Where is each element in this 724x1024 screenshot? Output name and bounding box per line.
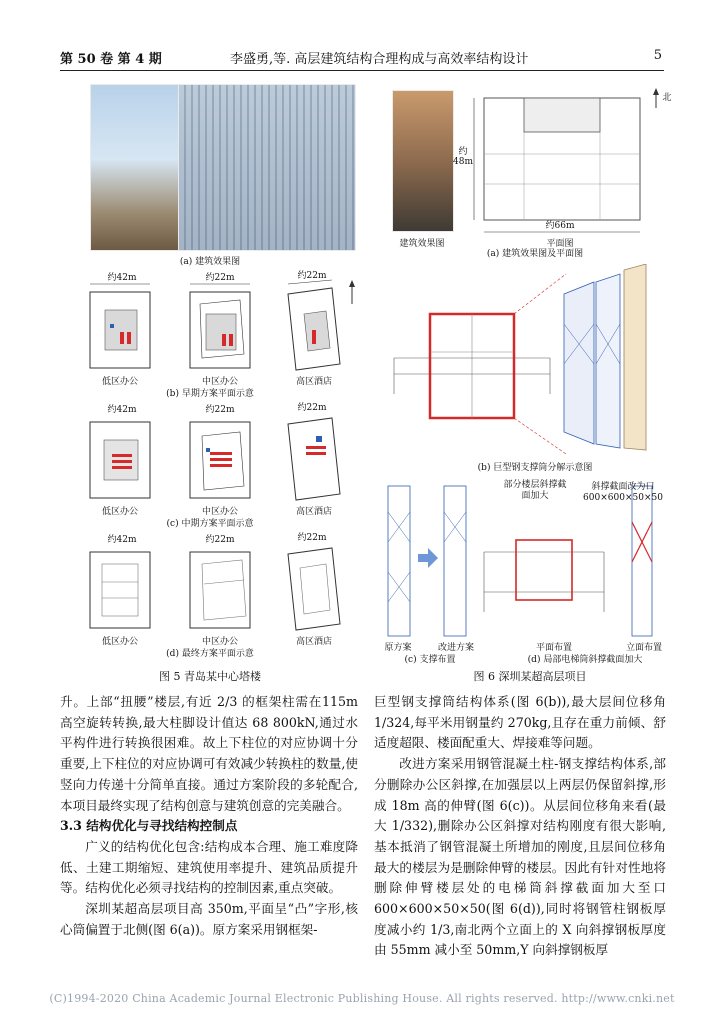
label-plan-layout: 平面布置 <box>535 643 572 653</box>
figure-6c-caption: (c) 支撑布置 <box>404 655 456 665</box>
figure-5a-photo-facade <box>178 84 356 251</box>
figure-5b-caption: (b) 早期方案平面示意 <box>166 389 254 399</box>
figure-5d-caption: (d) 最终方案平面示意 <box>166 649 254 659</box>
plan-high-c <box>288 418 340 500</box>
plan-high-d <box>288 548 340 630</box>
plan-mid-office-d <box>190 552 250 628</box>
label-low-office-c: 低区办公 <box>101 507 138 517</box>
figure-5a-caption: (a) 建筑效果图 <box>179 257 241 267</box>
plan-mid-office-b <box>190 284 250 368</box>
running-title: 李盛勇,等. 高层建筑结构合理构成与高效率结构设计 <box>230 52 529 67</box>
label-elevation-layout: 立面布置 <box>625 643 662 653</box>
dim-42-c: 约42m <box>107 405 137 415</box>
label-low-office-b: 低区办公 <box>101 377 138 387</box>
plan-low-office-c <box>90 422 150 498</box>
figure-6a-dim-66: 约66m <box>545 221 575 231</box>
figure-6a-effect-label: 建筑效果图 <box>399 239 445 249</box>
figure-6-caption: 图 6 深圳某超高层项目 <box>473 670 587 683</box>
figure-5d-plans <box>60 534 360 644</box>
left-paragraph-2: 广义的结构优化包含:结构成本合理、施工难度降低、土建工期缩短、建筑使用率提升、建筑品质提升等。结构优化必须寻找结构的控制因素,重点突破。 <box>60 838 358 896</box>
label-high-club-b: 高区酒店 <box>295 377 332 387</box>
right-paragraph-2: 改进方案采用钢管混凝土柱-钢支撑结构体系,部分删除办公区斜撑,在加强层以上两层仍保留斜撑,形成 18m 高的伸臂(图 6(c))。从层间位移角来看(最大 1/332),删除办公区斜撑对结构刚度有很大影响,基本抵消了钢管混凝土所增加的刚度,且层间位移角最大的楼层为是删除伸臂的楼层。因此有针对性地将删除伸臂楼层处的电梯筒斜撑截面加大至口 600×600×50×50(图 6(d)),同时将钢管柱钢板厚度减小约 1/3,南北两个立面上的 X 向斜撑钢板厚度由 55mm 减小至 50mm,Y 向斜撑钢板厚 <box>374 756 666 958</box>
dim-22-d-mid: 约22m <box>205 535 235 545</box>
figure-6a-plan-label: 平面图 <box>546 239 574 249</box>
label-low-office-d: 低区办公 <box>101 637 138 647</box>
page-header <box>60 46 664 71</box>
label-mid-office-d: 中区办公 <box>201 637 238 647</box>
label-high-club-d: 高区酒店 <box>295 637 332 647</box>
figure-6 <box>380 84 670 674</box>
left-paragraph-3: 深圳某超高层项目高 350m,平面呈“凸”字形,核心筒偏置于北侧(图 6(a))。原方案采用钢框架- <box>60 901 358 937</box>
figure-6a-caption: (a) 建筑效果图及平面图 <box>486 249 584 259</box>
figure-6b-caption: (b) 巨型钢支撑筒分解示意图 <box>477 463 593 473</box>
dim-22-c-mid: 约22m <box>205 405 235 415</box>
section-3-3-title: 3.3 结构优化与寻找结构控制点 <box>60 818 238 834</box>
north-arrow-5 <box>349 280 355 304</box>
figure-5 <box>60 84 360 684</box>
figure-6d-caption: (d) 局部电梯筒斜撑截面加大 <box>527 655 643 665</box>
copyright-footer: (C)1994-2020 China Academic Journal Electronic Publishing House. All rights reserved. http://www.cnki.net <box>49 992 675 1005</box>
label-high-club-c: 高区酒店 <box>295 507 332 517</box>
figure-6b-diagram <box>380 264 670 464</box>
plan-low-office-b <box>90 284 150 368</box>
figure-5b-plans <box>60 274 360 384</box>
label-mid-office-b: 中区办公 <box>201 377 238 387</box>
figure-6a-photo <box>392 90 454 232</box>
figure-6a-north: 北 <box>662 93 672 103</box>
page-number: 5 <box>653 48 662 63</box>
dim-22-d-high: 约22m <box>297 533 327 543</box>
plan-low-office-d <box>90 552 150 628</box>
left-paragraph-1: 升。上部“扭腰”楼层,有近 2/3 的框架柱需在115m 高空旋转转换,最大柱脚设计值达 68 800kN,通过水平构件进行转换很困难。故上下柱位的对应协调十分重要,上下柱位的对应协调可有效减少转换柱的数量,使竖向力传递十分简单直接。通过方案阶段的多轮配合,本项目最终实现了结构创意与建筑创意的完美融合。 <box>60 694 358 813</box>
dim-42-b: 约42m <box>107 273 137 283</box>
plan-high-b <box>288 280 340 370</box>
label-mid-office-c: 中区办公 <box>201 507 238 517</box>
figure-5c-caption: (c) 中期方案平面示意 <box>166 519 254 529</box>
label-original-scheme: 原方案 <box>384 643 412 653</box>
journal-volume-issue: 第 50 卷 第 4 期 <box>60 52 162 67</box>
dim-22-b-mid: 约22m <box>205 273 235 283</box>
right-column <box>374 692 666 961</box>
plan-mid-office-c <box>190 422 250 498</box>
dim-22-c-high: 约22m <box>297 403 327 413</box>
label-improved-scheme: 改进方案 <box>437 643 474 653</box>
figure-6d-note-section: 斜撑截面改为口600×600×50×50 <box>583 482 663 503</box>
figure-6d-note-floor: 部分楼层斜撑截面加大 <box>503 480 567 501</box>
figure-5c-plans <box>60 404 360 514</box>
left-column <box>60 692 358 940</box>
dim-22-b-high: 约22m <box>297 271 327 281</box>
dim-42-d: 约42m <box>107 535 137 545</box>
figure-6a-dim-48: 约48m <box>453 147 473 167</box>
right-paragraph-1: 巨型钢支撑筒结构体系(图 6(b)),最大层间位移角 1/324,每平米用钢量约 270kg,且存在重力前倾、舒适度超限、楼面配重大、焊接难等问题。 <box>374 694 666 751</box>
figure-5-caption: 图 5 青岛某中心塔楼 <box>159 670 261 683</box>
figure-6cd-diagram <box>380 482 670 662</box>
